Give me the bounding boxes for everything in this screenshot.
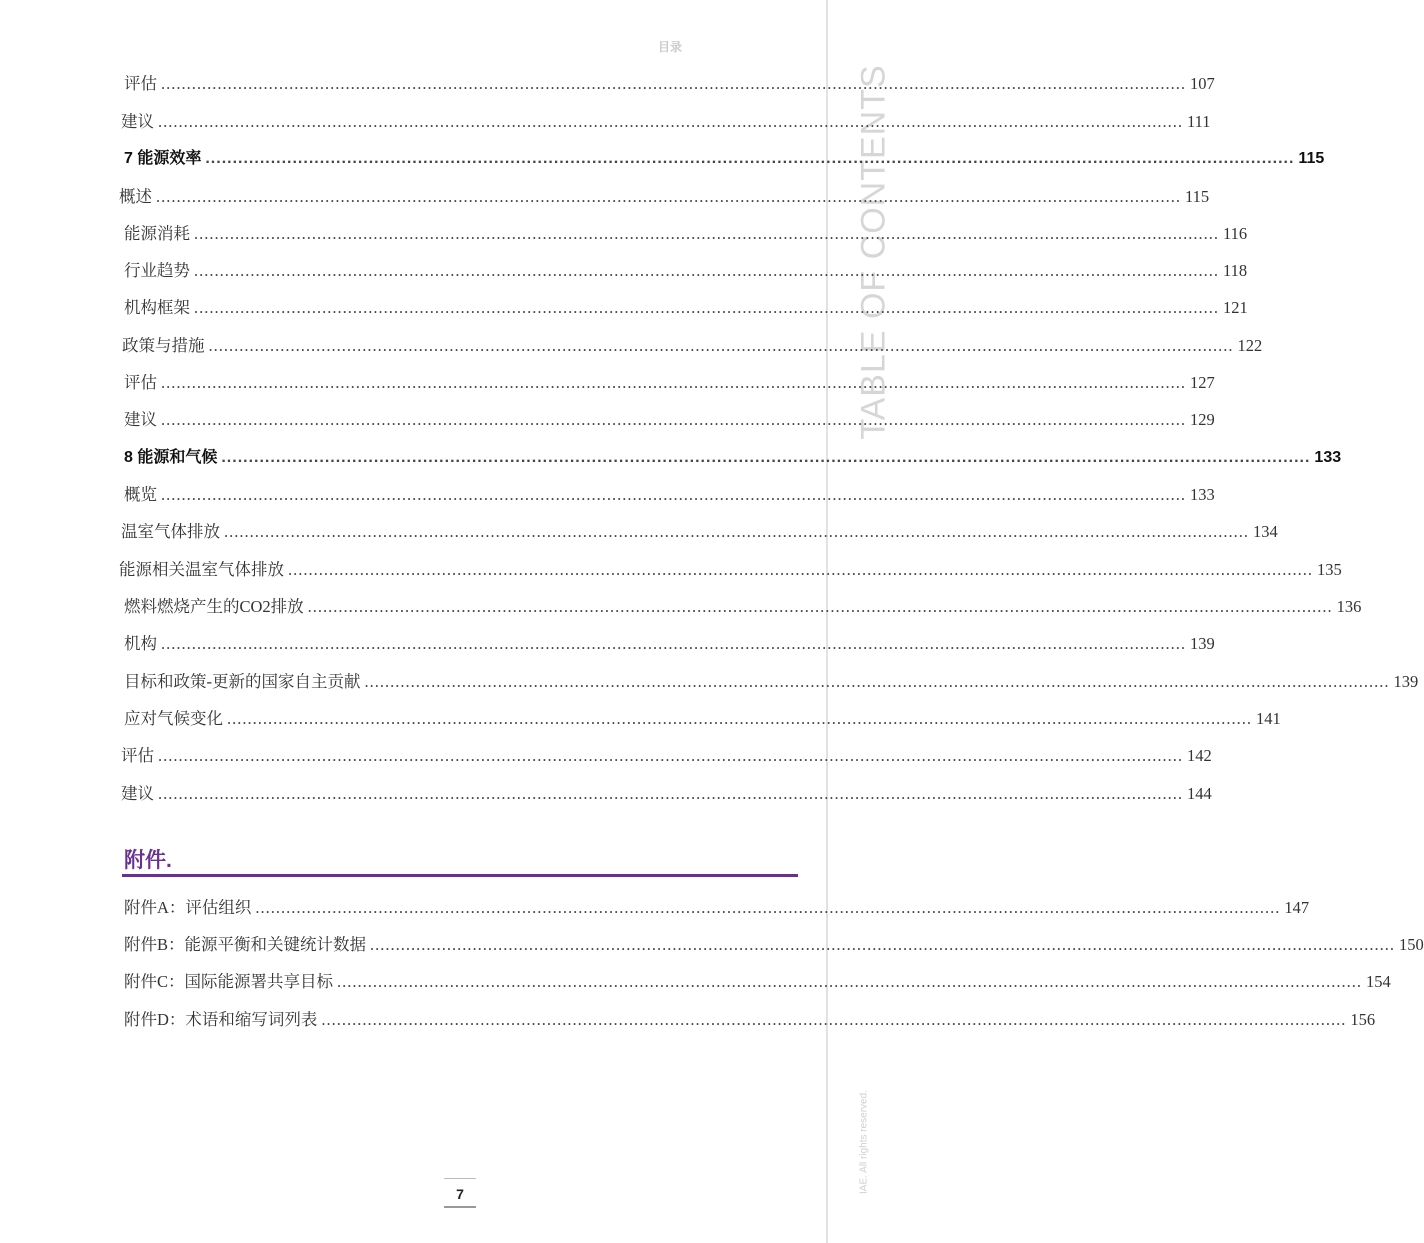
toc-entry-label: 建议: [124, 410, 157, 429]
dot-leader: ........................................................................................................................................................................................................: [161, 373, 1186, 392]
toc-entry-label: 附件C：国际能源署共享目标: [124, 972, 334, 991]
toc-entry-label: 能源相关温室气体排放: [119, 560, 284, 579]
toc-entry-page: 141: [1256, 709, 1281, 728]
toc-entry[interactable]: [124, 408, 1215, 432]
dot-leader: ........................................................................................................................................................................................................: [158, 112, 1183, 131]
toc-chapter-entry[interactable]: [124, 147, 1325, 171]
page-number: 7: [444, 1178, 476, 1208]
toc-entry-label: 目标和政策-更新的国家自主贡献: [124, 672, 361, 691]
dot-leader: ........................................................................................................................................................................................................: [194, 261, 1219, 280]
toc-entry-label: 机构: [124, 634, 157, 653]
toc-entry-page: 136: [1336, 597, 1362, 616]
toc-entry[interactable]: [124, 259, 1248, 283]
toc-entry[interactable]: [124, 483, 1215, 507]
toc-entry[interactable]: [124, 670, 1419, 694]
toc-entry[interactable]: [124, 707, 1281, 731]
toc-entry-page: 144: [1187, 784, 1212, 803]
appendix-entry[interactable]: [124, 933, 1424, 957]
dot-leader: ........................................................................................................................................................................................................: [337, 972, 1363, 991]
dot-leader: ........................................................................................................................................................................................................: [370, 935, 1396, 954]
toc-entry[interactable]: [119, 185, 1210, 209]
toc-entry[interactable]: [121, 110, 1211, 134]
toc-entry[interactable]: [124, 595, 1362, 619]
toc-entry[interactable]: [124, 222, 1248, 246]
dot-leader: ........................................................................................................................................................................................................: [208, 336, 1234, 355]
toc-entry-page: 133: [1314, 449, 1342, 466]
toc-entry-label: 8 能源和气候: [124, 449, 218, 466]
toc-chapter-entry[interactable]: [124, 446, 1342, 470]
dot-leader: ........................................................................................................................................................................................................: [227, 709, 1252, 728]
dot-leader: ........................................................................................................................................................................................................: [255, 898, 1281, 917]
dot-leader: ........................................................................................................................................................................................................: [224, 522, 1249, 541]
toc-entry[interactable]: [124, 296, 1248, 320]
toc-entry-page: 134: [1253, 522, 1278, 541]
toc-entry-page: 115: [1185, 187, 1210, 206]
dot-leader: ........................................................................................................................................................................................................: [158, 746, 1183, 765]
appendix-heading: 附件.: [124, 849, 172, 872]
toc-entry-label: 附件D：术语和缩写词列表: [124, 1010, 318, 1029]
toc-entry-page: 107: [1190, 74, 1215, 93]
toc-entry[interactable]: [121, 744, 1212, 768]
toc-entry[interactable]: [121, 520, 1278, 544]
toc-entry-label: 建议: [121, 784, 154, 803]
toc-entry-page: 133: [1190, 485, 1215, 504]
toc-entry-page: 111: [1187, 112, 1211, 131]
toc-entry[interactable]: [124, 72, 1215, 96]
toc-entry[interactable]: [121, 782, 1212, 806]
toc-entry-page: 121: [1223, 298, 1248, 317]
toc-entry-label: 行业趋势: [124, 261, 190, 280]
dot-leader: ........................................................................................................................................................................................................: [307, 597, 1333, 616]
appendix-entry[interactable]: [124, 1008, 1376, 1032]
toc-entry-page: 118: [1223, 261, 1248, 280]
toc-entry-label: 能源消耗: [124, 224, 190, 243]
toc-entry-label: 温室气体排放: [121, 522, 220, 541]
toc-entry[interactable]: [119, 558, 1342, 582]
dot-leader: ........................................................................................................................................................................................................: [161, 634, 1186, 653]
toc-entry-label: 附件A：评估组织: [124, 898, 252, 917]
toc-entry[interactable]: [124, 371, 1215, 395]
dot-leader: ........................................................................................................................................................................................................: [205, 150, 1295, 167]
dot-leader: ........................................................................................................................................................................................................: [221, 449, 1311, 466]
dot-leader: ........................................................................................................................................................................................................: [288, 560, 1313, 579]
toc-entry[interactable]: [122, 334, 1263, 358]
toc-entry-label: 评估: [121, 746, 154, 765]
toc-entry-page: 142: [1187, 746, 1212, 765]
sidebar-title: TABLE OF CONTENTS: [854, 64, 893, 440]
appendix-divider: [122, 874, 798, 877]
running-header: 目录: [657, 40, 682, 54]
toc-entry-page: 135: [1317, 560, 1342, 579]
toc-entry-page: 127: [1190, 373, 1215, 392]
dot-leader: ........................................................................................................................................................................................................: [161, 74, 1186, 93]
toc-entry-label: 政策与措施: [122, 336, 205, 355]
dot-leader: ........................................................................................................................................................................................................: [194, 224, 1219, 243]
toc-entry-page: 139: [1393, 672, 1419, 691]
dot-leader: ........................................................................................................................................................................................................: [158, 784, 1183, 803]
toc-entry-page: 150: [1399, 935, 1424, 954]
toc-entry-label: 附件B：能源平衡和关键统计数据: [124, 935, 367, 954]
toc-entry-label: 评估: [124, 74, 157, 93]
toc-entry-label: 应对气候变化: [124, 709, 223, 728]
toc-entry-label: 建议: [121, 112, 154, 131]
toc-entry-label: 机构框架: [124, 298, 190, 317]
toc-entry-page: 115: [1298, 150, 1325, 167]
dot-leader: ........................................................................................................................................................................................................: [156, 187, 1181, 206]
toc-entry-page: 147: [1284, 898, 1310, 917]
toc-entry-page: 129: [1190, 410, 1215, 429]
dot-leader: ........................................................................................................................................................................................................: [321, 1010, 1347, 1029]
dot-leader: ........................................................................................................................................................................................................: [194, 298, 1219, 317]
dot-leader: ........................................................................................................................................................................................................: [161, 410, 1186, 429]
toc-entry-label: 7 能源效率: [124, 150, 202, 167]
toc-entry-page: 154: [1366, 972, 1391, 991]
dot-leader: ........................................................................................................................................................................................................: [364, 672, 1390, 691]
toc-entry-page: 116: [1223, 224, 1248, 243]
appendix-entry[interactable]: [124, 896, 1310, 920]
toc-entry-page: 156: [1350, 1010, 1376, 1029]
toc-entry-label: 燃料燃烧产生的CO2排放: [124, 597, 304, 616]
appendix-entry[interactable]: [124, 970, 1391, 994]
toc-entry-label: 评估: [124, 373, 157, 392]
toc-entry[interactable]: [124, 632, 1215, 656]
rights-notice: IAE. All rights reserved.: [858, 1090, 870, 1194]
toc-entry-page: 122: [1237, 336, 1263, 355]
toc-entry-page: 139: [1190, 634, 1215, 653]
toc-entry-label: 概述: [119, 187, 152, 206]
dot-leader: ........................................................................................................................................................................................................: [161, 485, 1186, 504]
toc-entry-label: 概览: [124, 485, 157, 504]
